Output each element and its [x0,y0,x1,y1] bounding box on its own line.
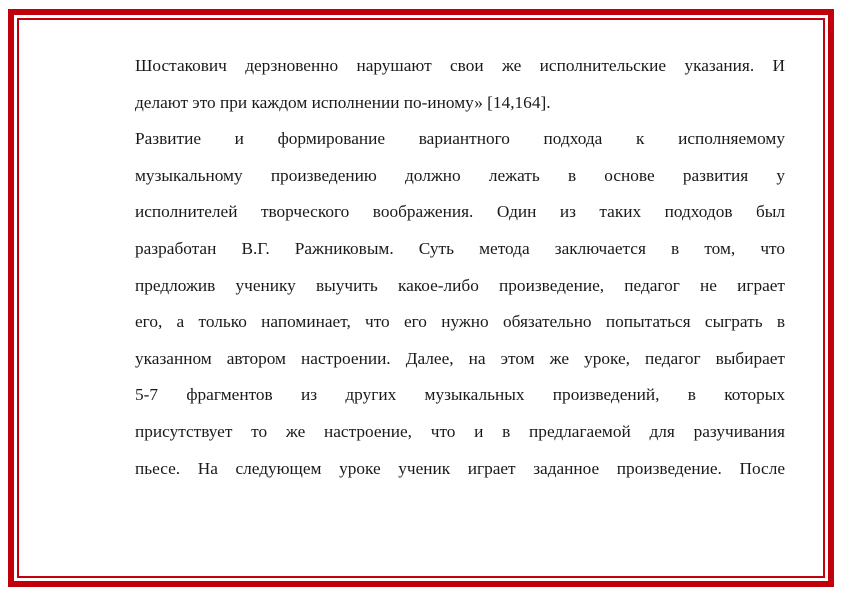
text-line: указанном автором настроении. Далее, на этом же уроке, педагог выбирает [135,348,785,368]
slide-body-text [135,48,785,487]
text-line: музыкальному произведению должно лежать в основе развития у [135,165,785,185]
text-line: исполнителей творческого воображения. Один из таких подходов был [135,202,785,222]
text-line: предложив ученику выучить какое-либо произведение, педагог не играет [135,275,785,295]
text-line: 5-7 фрагментов из других музыкальных произведений, в которых [135,385,785,405]
text-line: его, а только напоминает, что его нужно обязательно попытаться сыграть в [135,312,785,332]
text-line: Шостакович дерзновенно нарушают свои же исполнительские указания. И [135,56,785,75]
text-line: разработан В.Г. Ражниковым. Суть метода заключается в том, что [135,238,785,258]
text-line: присутствует то же настроение, что и в предлагаемой для разучивания [135,421,785,441]
text-line: делают это при каждом исполнении по-иному» [14,164]. [135,92,551,112]
text-line: Развитие и формирование вариантного подхода к исполняемому [135,129,785,149]
text-line: пьесе. На следующем уроке ученик играет заданное произведение. После [135,458,785,478]
